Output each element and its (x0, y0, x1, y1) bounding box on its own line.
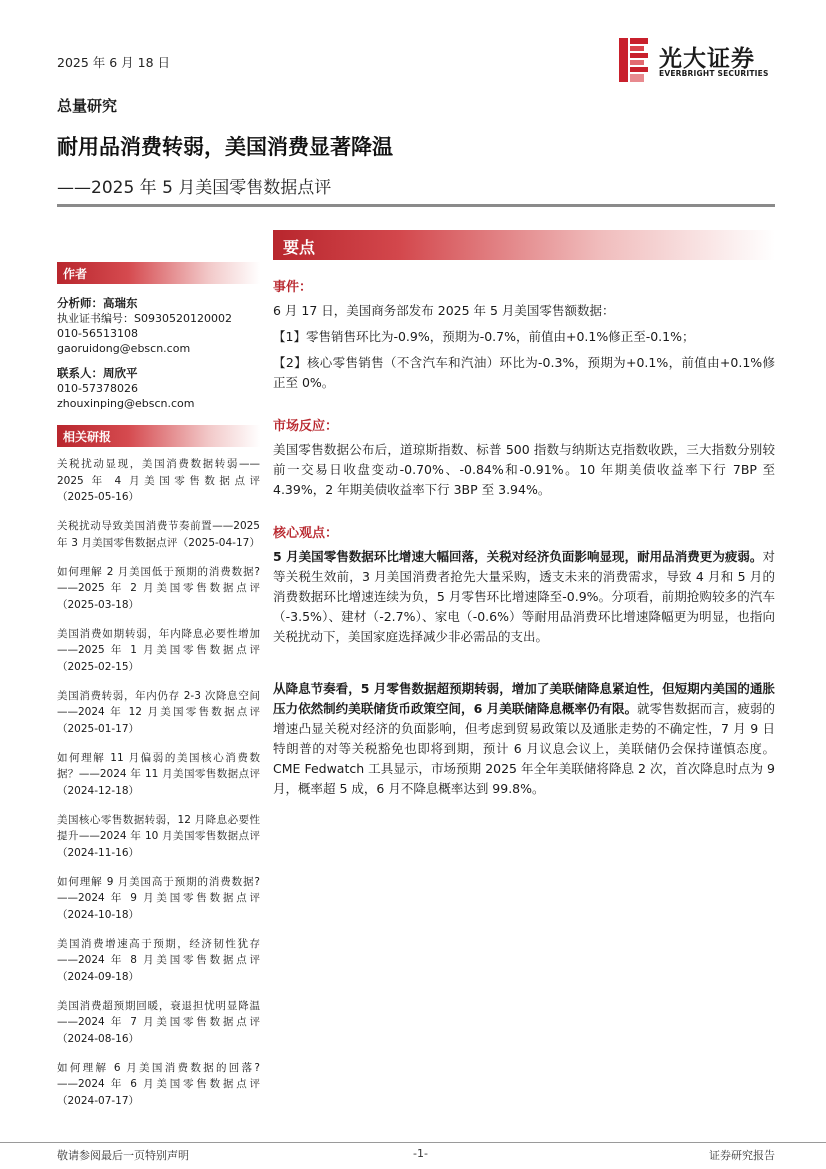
related-reports-heading: 相关研报 (57, 425, 260, 447)
core-view-2-lead: 从降息节奏看，5 月零售数据超预期转弱，增加了美联储降息紧迫性，但短期内美国的通胀压力依然制约美联储货币政策空间，6 月美联储降息概率仍有限。 (273, 681, 775, 716)
related-report[interactable]: 如何理解 11 月偏弱的美国核心消费数 据？——2024 年 11 月美国零售数据点评 （2024-12-18） (57, 751, 260, 797)
report-subtitle: ——2025 年 5 月美国零售数据点评 (57, 178, 332, 198)
analyst-cert: 执业证书编号：S0930520120002 (57, 312, 232, 325)
event-label: 事件： (273, 280, 313, 295)
related-reports-list (57, 447, 260, 1109)
report-title: 耐用品消费转弱，美国消费显著降温 (57, 135, 393, 159)
related-report[interactable]: 美国消费如期转弱，年内降息必要性增加 ——2025 年 1 月美国零售数据点评 （2025-02-15） (57, 627, 260, 673)
company-logo (619, 38, 779, 84)
event-item-2: 【2】核心零售销售（不含汽车和汽油）环比为-0.3%，预期为+0.1%，前值由+0.1%修正至 0%。 (273, 355, 775, 390)
sidebar (57, 262, 260, 1122)
main-content (273, 230, 775, 799)
footer-disclaimer: 敬请参阅最后一页特别声明 (57, 1149, 189, 1162)
event-item-1: 【1】零售销售环比为-0.9%，预期为-0.7%，前值由+0.1%修正至-0.1%； (273, 329, 695, 344)
core-view-1-lead: 5 月美国零售数据环比增速大幅回落，关税对经济负面影响显现，耐用品消费更为疲弱。 (273, 549, 763, 564)
core-view-2-body: 就零售数据而言，疲弱的增速凸显关税对经济的负面影响，但考虑到贸易政策以及通胀走势的不确定性，7 月 9 日特朗普的对等关税豁免也即将到期，预计 6 月议息会议上，美联储仍会保持谨慎态度。CME Fedwatch 工具显示，市场预期 2025 年全年美联储将降息 2 次，首次降息时点为 9 月，概率超 5 成，6 月不降息概率达到 99.8%。 (273, 701, 775, 796)
logo-english-text: EVERBRIGHT SECURITIES (659, 69, 769, 78)
author-info (57, 284, 260, 411)
core-view-paragraph-1 (273, 547, 775, 647)
header-divider (57, 204, 775, 207)
related-report[interactable]: 美国消费超预期回暖，衰退担忧明显降温 ——2024 年 7 月美国零售数据点评 （2024-08-16） (57, 999, 260, 1045)
contact-email[interactable]: zhouxinping@ebscn.com (57, 397, 195, 410)
report-category: 总量研究 (57, 97, 118, 115)
related-report[interactable]: 美国消费增速高于预期，经济韧性犹存 ——2024 年 8 月美国零售数据点评 （2024-09-18） (57, 937, 260, 983)
author-heading: 作者 (57, 262, 260, 284)
related-report[interactable]: 美国核心零售数据转弱，12 月降息必要性 提升——2024 年 10 月美国零售数据点评 （2024-11-16） (57, 813, 260, 859)
footer-report-type: 证券研究报告 (709, 1149, 775, 1162)
report-date: 2025 年 6 月 18 日 (57, 55, 171, 70)
core-view-label: 核心观点： (273, 526, 339, 541)
core-view-paragraph-2 (273, 679, 775, 799)
contact-name: 联系人：周欣平 (57, 366, 138, 380)
related-report[interactable]: 如何理解 6 月美国消费数据的回落? ——2024 年 6 月美国零售数据点评 （2024-07-17） (57, 1061, 260, 1107)
everbright-logo-icon (619, 38, 653, 82)
key-points-heading: 要点 (273, 230, 775, 260)
event-paragraph: 6 月 17 日，美国商务部发布 2025 年 5 月美国零售额数据： (273, 303, 615, 318)
analyst-email[interactable]: gaoruidong@ebscn.com (57, 342, 191, 355)
analyst-name: 分析师：高瑞东 (57, 296, 138, 310)
related-report[interactable]: 如何理解 9 月美国高于预期的消费数据? ——2024 年 9 月美国零售数据点评 （2024-10-18） (57, 875, 260, 921)
market-reaction-label: 市场反应： (273, 419, 339, 434)
related-report[interactable]: 美国消费转弱，年内仍存 2-3 次降息空间 ——2024 年 12 月美国零售数据点评 （2025-01-17） (57, 689, 260, 735)
core-view-1-body: 对等关税生效前，3 月美国消费者抢先大量采购，透支未来的消费需求，导致 4 月和 5 月的消费数据环比增速连续为负，5 月零售环比增速降至-0.9%。分项看，前期抢购较多的汽车（-3.5%）、建材（-2.7%）、家电（-0.6%）等耐用品消费环比增速降幅更为明显，也指向关税扰动下，美国家庭选择减少非必需品的支出。 (273, 549, 775, 644)
footer-divider (0, 1142, 826, 1143)
related-report[interactable]: 关税扰动导致美国消费节奏前置——2025 年 3 月美国零售数据点评（2025-04-17） (57, 520, 260, 549)
related-report[interactable]: 如何理解 2 月美国低于预期的消费数据? ——2025 年 2 月美国零售数据点评 （2025-03-18） (57, 565, 260, 611)
page-number: -1- (413, 1147, 428, 1160)
logo-chinese-text: 光大证券 (659, 46, 755, 72)
contact-phone: 010-57378026 (57, 382, 138, 395)
market-reaction-paragraph: 美国零售数据公布后，道琼斯指数、标普 500 指数与纳斯达克指数收跌，三大指数分别较前一交易日收盘变动-0.70%、-0.84%和-0.91%。10 年期美债收益率下行 7BP 至 4.39%，2 年期美债收益率下行 3BP 至 3.94%。 (273, 442, 775, 497)
related-report[interactable]: 关税扰动显现，美国消费数据转弱—— 2025 年 4 月美国零售数据点评 （2025-05-16） (57, 458, 260, 503)
analyst-phone: 010-56513108 (57, 327, 138, 340)
